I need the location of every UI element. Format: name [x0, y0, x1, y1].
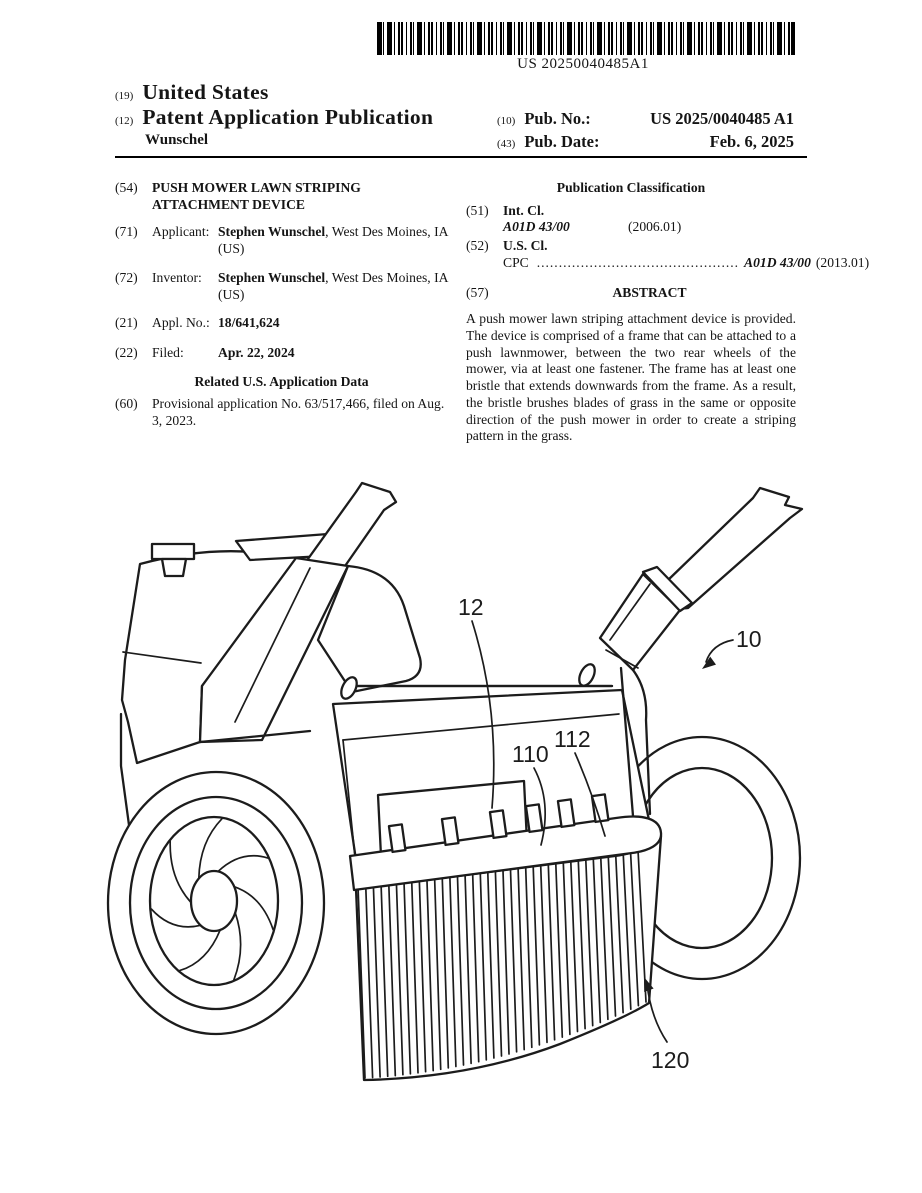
- inid-72: (72): [115, 269, 138, 285]
- bar-pin-left: [338, 675, 360, 701]
- inid-12: (12): [115, 115, 134, 127]
- related-data-heading: Related U.S. Application Data: [194, 373, 369, 389]
- filed-value: Apr. 22, 2024: [218, 345, 295, 361]
- applicant-value: Stephen Wunschel, West Des Moines, IA (US): [218, 224, 448, 257]
- inid-10: (10): [497, 115, 516, 127]
- bar-pin-right: [576, 662, 598, 688]
- inventor-value: Stephen Wunschel, West Des Moines, IA (US): [218, 269, 448, 302]
- pub-date-label: Pub. Date:: [524, 132, 600, 151]
- pub-no-label: Pub. No.:: [524, 109, 591, 128]
- publication-kind: Patent Application Publication: [142, 105, 434, 129]
- inventor-label: Inventor:: [152, 269, 202, 285]
- inid-54: (54): [115, 180, 138, 195]
- us-cl-label: U.S. Cl.: [503, 238, 548, 254]
- abstract-text: A push mower lawn striping attachment device is provided. The device is comprised of a frame that can be attached to a push lawnmower, between the two rear wheels of the mower, via at least one fastener. The frame has at least one bristle that extends downwards from the frame. As a result, the bristle brushes blades of grass in the same or opposite direction of the push mower in order to create a striping pattern in the grass.: [466, 311, 796, 444]
- pub-no-value: US 2025/0040485 A1: [650, 109, 794, 128]
- inid-21: (21): [115, 315, 138, 331]
- wheel-hub: [191, 871, 237, 931]
- invention-title: PUSH MOWER LAWN STRIPING ATTACHMENT DEVICE: [152, 180, 361, 212]
- inid-19: (19): [115, 90, 134, 102]
- appl-no-value: 18/641,624: [218, 315, 280, 331]
- fig-ref-10: 10: [736, 626, 762, 652]
- cpc-code: A01D 43/00: [744, 254, 811, 270]
- exhaust-stem: [162, 559, 186, 576]
- inid-60: (60): [115, 396, 138, 412]
- country-name: United States: [142, 80, 269, 104]
- inid-22: (22): [115, 345, 138, 361]
- first-named-inventor: Wunschel: [145, 132, 209, 148]
- exhaust-cap: [152, 544, 194, 559]
- int-cl-label: Int. Cl.: [503, 202, 545, 218]
- arrowhead-10: [702, 657, 716, 669]
- inid-57: (57): [466, 284, 489, 300]
- fig-ref-110: 110: [512, 741, 549, 767]
- applicant-label: Applicant:: [152, 224, 210, 240]
- fig-ref-120: 120: [651, 1047, 690, 1073]
- cpc-leader-dots: ..............................................: [536, 254, 740, 270]
- provisional-text: Provisional application No. 63/517,466, filed on Aug. 3, 2023.: [152, 396, 445, 429]
- fig-ref-12: 12: [458, 594, 484, 620]
- filed-label: Filed:: [152, 345, 184, 361]
- fig-ref-112: 112: [554, 726, 591, 752]
- appl-no-label: Appl. No.:: [152, 315, 210, 331]
- inid-71: (71): [115, 224, 138, 240]
- inid-43: (43): [497, 138, 516, 150]
- cpc-year: (2013.01): [815, 254, 870, 270]
- int-cl-year: (2006.01): [628, 219, 682, 235]
- barcode-text: US 20250040485A1: [517, 56, 649, 72]
- inid-51: (51): [466, 202, 489, 218]
- abstract-heading: ABSTRACT: [612, 284, 687, 300]
- cpc-label: CPC: [503, 254, 529, 270]
- inid-52: (52): [466, 238, 489, 254]
- classification-heading: Publication Classification: [556, 180, 706, 195]
- pub-date-value: Feb. 6, 2025: [709, 132, 794, 151]
- right-handle-tube: [665, 488, 802, 608]
- left-wheel: [108, 772, 324, 1034]
- int-cl-code: A01D 43/00: [503, 219, 570, 235]
